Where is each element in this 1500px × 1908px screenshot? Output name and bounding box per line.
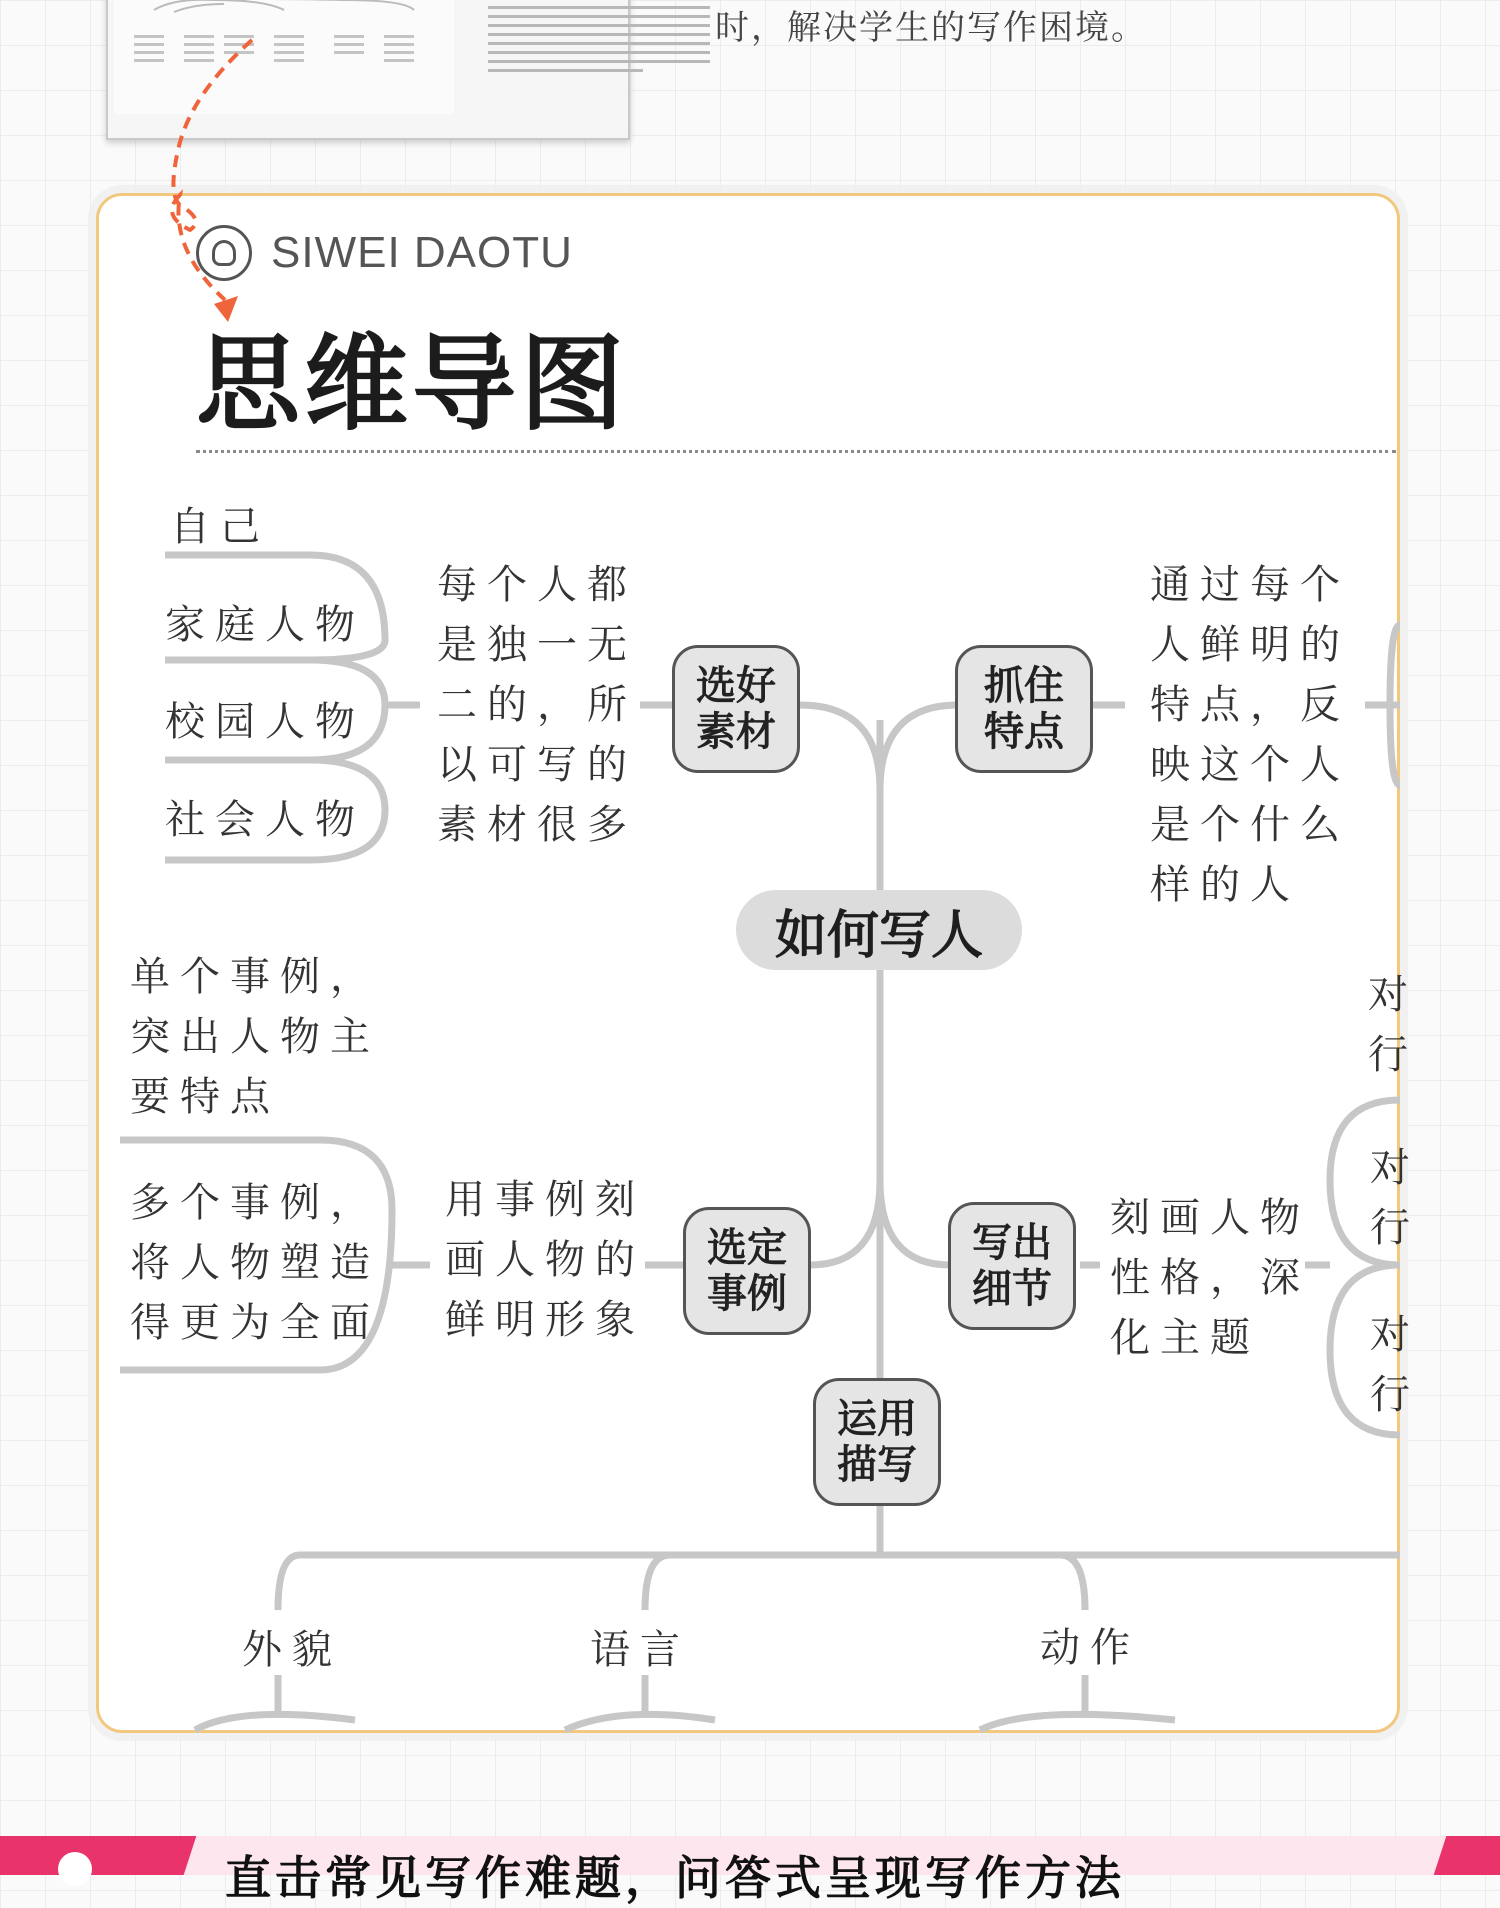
node-choose-examples xyxy=(683,1207,811,1335)
desc-line: 用事例刻 xyxy=(445,1177,645,1223)
description-item-action: 动作 xyxy=(1040,1625,1140,1671)
desc-line: 画人物的 xyxy=(445,1237,645,1283)
item-text: 对行 xyxy=(1370,1145,1410,1251)
banner-heading: 直击常见写作难题，问答式呈现写作方法 xyxy=(225,1851,1125,1905)
desc-line: 性格，深 xyxy=(1110,1255,1310,1301)
item-line: 得更为全面 xyxy=(130,1300,380,1346)
item-line: 单个事例， xyxy=(130,954,380,1000)
material-item: 校园人物 xyxy=(165,699,365,745)
desc-line: 通过每个 xyxy=(1150,562,1350,608)
material-item: 自己 xyxy=(170,504,270,550)
banner-badge-icon xyxy=(58,1852,92,1886)
detail-item-cutoff xyxy=(1370,1305,1410,1425)
book-page-thumbnail xyxy=(106,0,630,140)
example-item-multiple xyxy=(130,1173,380,1353)
dotted-divider xyxy=(196,450,1396,453)
examples-description xyxy=(445,1170,645,1350)
item-text: 对行 xyxy=(1368,972,1408,1078)
desc-line: 是个什么 xyxy=(1150,802,1350,848)
details-description xyxy=(1110,1188,1310,1368)
item-line: 要特点 xyxy=(130,1074,280,1120)
desc-line: 鲜明形象 xyxy=(445,1297,645,1343)
node-label: 抓住特点 xyxy=(984,663,1064,755)
desc-line: 映这个人 xyxy=(1150,742,1350,788)
material-item: 家庭人物 xyxy=(165,602,365,648)
description-item-appearance: 外貌 xyxy=(242,1627,342,1673)
node-choose-material xyxy=(672,645,800,773)
desc-line: 刻画人物 xyxy=(1110,1195,1310,1241)
item-line: 多个事例， xyxy=(130,1180,380,1226)
material-description xyxy=(437,555,637,855)
thumbnail-text-block xyxy=(488,0,710,78)
node-label: 运用描写 xyxy=(837,1396,917,1488)
node-catch-features xyxy=(955,645,1093,773)
example-item-single xyxy=(130,947,380,1127)
node-use-description xyxy=(813,1378,941,1506)
desc-line: 是独一无 xyxy=(437,622,637,668)
desc-line: 二的，所 xyxy=(437,682,637,728)
center-node: 如何写人 xyxy=(736,890,1022,970)
desc-line: 素材很多 xyxy=(437,802,637,848)
detail-item-cutoff xyxy=(1368,965,1408,1085)
desc-line: 每个人都 xyxy=(437,562,637,608)
item-text: 对行 xyxy=(1370,1312,1410,1418)
features-description xyxy=(1150,555,1350,915)
node-write-details xyxy=(948,1202,1076,1330)
material-item: 社会人物 xyxy=(165,797,365,843)
top-caption: 时，解决学生的写作困境。 xyxy=(715,8,1147,48)
desc-line: 特点，反 xyxy=(1150,682,1350,728)
person-icon xyxy=(196,225,252,281)
node-label: 写出细节 xyxy=(972,1220,1052,1312)
item-line: 突出人物主 xyxy=(130,1014,380,1060)
brand-label: SIWEI DAOTU xyxy=(271,228,573,277)
item-line: 将人物塑造 xyxy=(130,1240,380,1286)
thumbnail-mindmap-preview xyxy=(114,0,454,114)
node-label: 选定事例 xyxy=(707,1225,787,1317)
desc-line: 化主题 xyxy=(1110,1315,1260,1361)
description-item-language: 语言 xyxy=(590,1627,690,1673)
detail-item-cutoff xyxy=(1370,1138,1410,1258)
desc-line: 以可写的 xyxy=(437,742,637,788)
desc-line: 样的人 xyxy=(1150,862,1300,908)
node-label: 选好素材 xyxy=(696,663,776,755)
desc-line: 人鲜明的 xyxy=(1150,622,1350,668)
bottom-banner xyxy=(0,1836,1500,1905)
page-title: 思维导图 xyxy=(196,323,629,445)
